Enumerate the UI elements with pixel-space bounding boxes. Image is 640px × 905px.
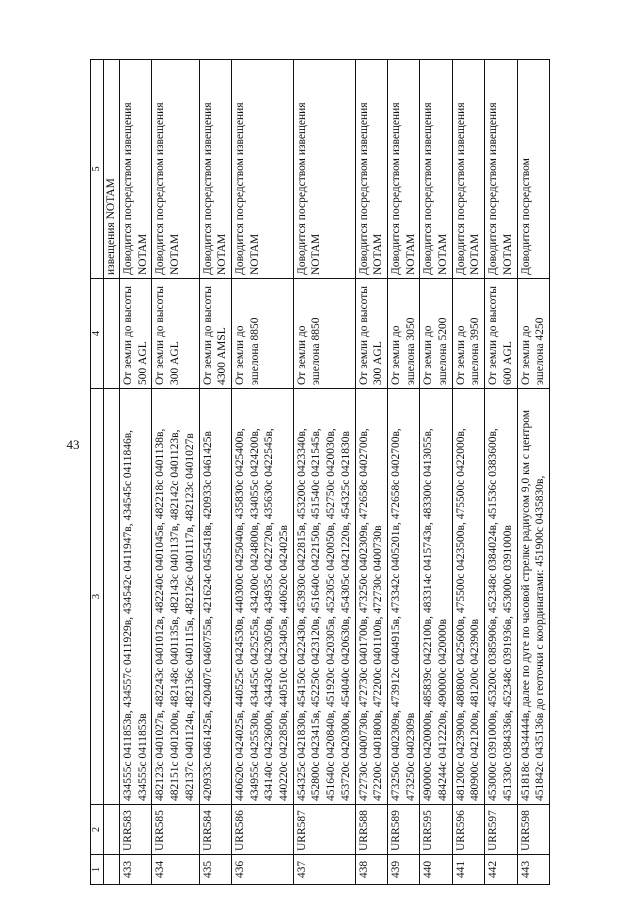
row-number: 442 xyxy=(485,855,517,885)
zone-code: URR596 xyxy=(452,805,484,855)
table-row xyxy=(517,60,549,885)
zone-code: URR589 xyxy=(387,805,419,855)
table-row xyxy=(452,60,484,885)
zone-coordinates: 472730с 0400730в, 472730с 0401700в, 473250с 0402309в, 472658с 0402700в, 472200с 0401800в, 472200с 0401100в, 472730с 0400730в xyxy=(355,389,387,805)
publication-note: Доводится посредством извещения NOTAM xyxy=(420,60,452,279)
altitude-limits: От земли до высоты 300 AGL xyxy=(152,279,199,389)
continuation-row xyxy=(104,60,120,885)
continuation-empty-cell xyxy=(104,805,120,855)
table-row xyxy=(199,60,231,885)
zone-coordinates: 473250с 0402309в, 473912с 0404915в, 473342с 0405201в, 472658с 0402700в, 473250с 0402309в xyxy=(387,389,419,805)
row-number: 438 xyxy=(355,855,387,885)
table-row xyxy=(293,60,355,885)
publication-note: Доводится посредством извещения NOTAM xyxy=(120,60,152,279)
zone-coordinates: 420933с 0461425в, 420407с 0460755в, 421624с 0455418в, 420933с 0461425в xyxy=(199,389,231,805)
table-row xyxy=(387,60,419,885)
header-col-2: 2 xyxy=(91,805,104,855)
zone-coordinates: 481200с 0423900в, 480800с 0425600в, 475500с 0423500в, 475500с 0422000в, 480900с 0421200в, 481200с 0423900в xyxy=(452,389,484,805)
row-number: 433 xyxy=(120,855,152,885)
zone-coordinates: 453000с 0391000в, 453200с 0385906в, 452348с 0384024в, 451536с 0383600в, 451330с 0384336в, 452348с 0391936в, 453000с 0391000в xyxy=(485,389,517,805)
zone-code: URR588 xyxy=(355,805,387,855)
publication-note: Доводится посредством извещения NOTAM xyxy=(231,60,293,279)
row-number: 435 xyxy=(199,855,231,885)
zone-coordinates: 440620с 0424025в, 440525с 0424530в, 440300с 0425040в, 435830с 0425400в, 434955с 0425530в, 434455с 0425255в, 434200с 0424800в, 434055с 0424200в, 434140с 0423600в, 434430с 0423050в, 434935с 0422720в, 435630с 0422545в, 440220с 0422850в, 440510с 0423405в, 440620с 0424025в xyxy=(231,389,293,805)
altitude-limits: От земли до эшелона 3050 xyxy=(387,279,419,389)
publication-note: Доводится посредством извещения NOTAM xyxy=(485,60,517,279)
continuation-empty-cell xyxy=(104,279,120,389)
zone-coordinates: 454325с 0421830в, 454150с 0422430в, 453930с 0422815в, 453200с 0423340в, 452800с 0423415в, 452250с 0423120в, 451640с 0422150в, 451540с 0421545в, 451640с 0420840в, 451920с 0420305в, 452305с 0420050в, 452750с 0420030в, 453720с 0420300в, 454040с 0420630в, 454305с 0421220в, 454325с 0421830в xyxy=(293,389,355,805)
row-number: 440 xyxy=(420,855,452,885)
zone-code: URR584 xyxy=(199,805,231,855)
altitude-limits: От земли до высоты 300 AGL xyxy=(355,279,387,389)
row-number: 434 xyxy=(152,855,199,885)
altitude-limits: От земли до эшелона 8850 xyxy=(293,279,355,389)
zone-coordinates: 482123с 0401027в, 482243с 0401012в, 482240с 0401045в, 482218с 0401138в, 482151с 0401200в, 482148с 0401135в, 482143с 0401137в, 482142с 0401123в, 482137с 0401124в, 482136с 0401115в, 482126с 0401117в, 482123с 0401027в xyxy=(152,389,199,805)
table-row xyxy=(120,60,152,885)
header-row xyxy=(91,60,104,885)
table-row xyxy=(152,60,199,885)
continuation-note: извещения NOTAM xyxy=(104,60,120,279)
zone-code: URR595 xyxy=(420,805,452,855)
table-row xyxy=(420,60,452,885)
row-number: 441 xyxy=(452,855,484,885)
zone-code: URR587 xyxy=(293,805,355,855)
altitude-limits: От земли до высоты 500 AGL xyxy=(120,279,152,389)
publication-note: Доводится посредством извещения NOTAM xyxy=(199,60,231,279)
row-number: 437 xyxy=(293,855,355,885)
altitude-limits: От земли до эшелона 5200 xyxy=(420,279,452,389)
publication-note: Доводится посредством извещения NOTAM xyxy=(387,60,419,279)
header-col-1: 1 xyxy=(91,855,104,885)
page-number: 43 xyxy=(66,437,80,452)
publication-note: Доводится посредством извещения NOTAM xyxy=(355,60,387,279)
altitude-limits: От земли до эшелона 4250 xyxy=(517,279,549,389)
publication-note: Доводится посредством извещения NOTAM xyxy=(152,60,199,279)
altitude-limits: От земли до эшелона 8850 xyxy=(231,279,293,389)
table-row xyxy=(355,60,387,885)
header-col-3: 3 xyxy=(91,389,104,805)
zone-code: URR585 xyxy=(152,805,199,855)
header-col-4: 4 xyxy=(91,279,104,389)
continuation-empty-cell xyxy=(104,389,120,805)
table-body xyxy=(91,60,550,885)
table-row xyxy=(485,60,517,885)
altitude-limits: От земли до высоты 600 AGL xyxy=(485,279,517,389)
continuation-empty-cell xyxy=(104,855,120,885)
zone-coordinates: 490000с 0420000в, 485839с 0422100в, 483314с 0415743в, 483300с 0413055в, 484244с 0412220в, 490000с 0420000в xyxy=(420,389,452,805)
publication-note: Доводится посредством xyxy=(517,60,549,279)
row-number: 439 xyxy=(387,855,419,885)
zone-code: URR597 xyxy=(485,805,517,855)
altitude-limits: От земли до эшелона 3950 xyxy=(452,279,484,389)
row-number: 436 xyxy=(231,855,293,885)
restricted-zones-table xyxy=(90,59,550,885)
zone-code: URR598 xyxy=(517,805,549,855)
row-number: 443 xyxy=(517,855,549,885)
zone-coordinates: 434555с 0411853в, 434557с 0411929в, 434542с 0411947в, 434545с 0411846в, 434555с 0411853в xyxy=(120,389,152,805)
header-col-5: 5 xyxy=(91,60,104,279)
rotated-page-content xyxy=(90,60,600,885)
publication-note: Доводится посредством извещения NOTAM xyxy=(293,60,355,279)
zone-coordinates: 451818с 0434444в, далее по дуге по часовой стрелке радиусом 9,0 км с центром 451842с 0435136в до геоточки с координатами: 451900с 0435830в, xyxy=(517,389,549,805)
publication-note: Доводится посредством извещения NOTAM xyxy=(452,60,484,279)
altitude-limits: От земли до высоты 4300 AMSL xyxy=(199,279,231,389)
zone-code: URR583 xyxy=(120,805,152,855)
zone-code: URR586 xyxy=(231,805,293,855)
table-row xyxy=(231,60,293,885)
